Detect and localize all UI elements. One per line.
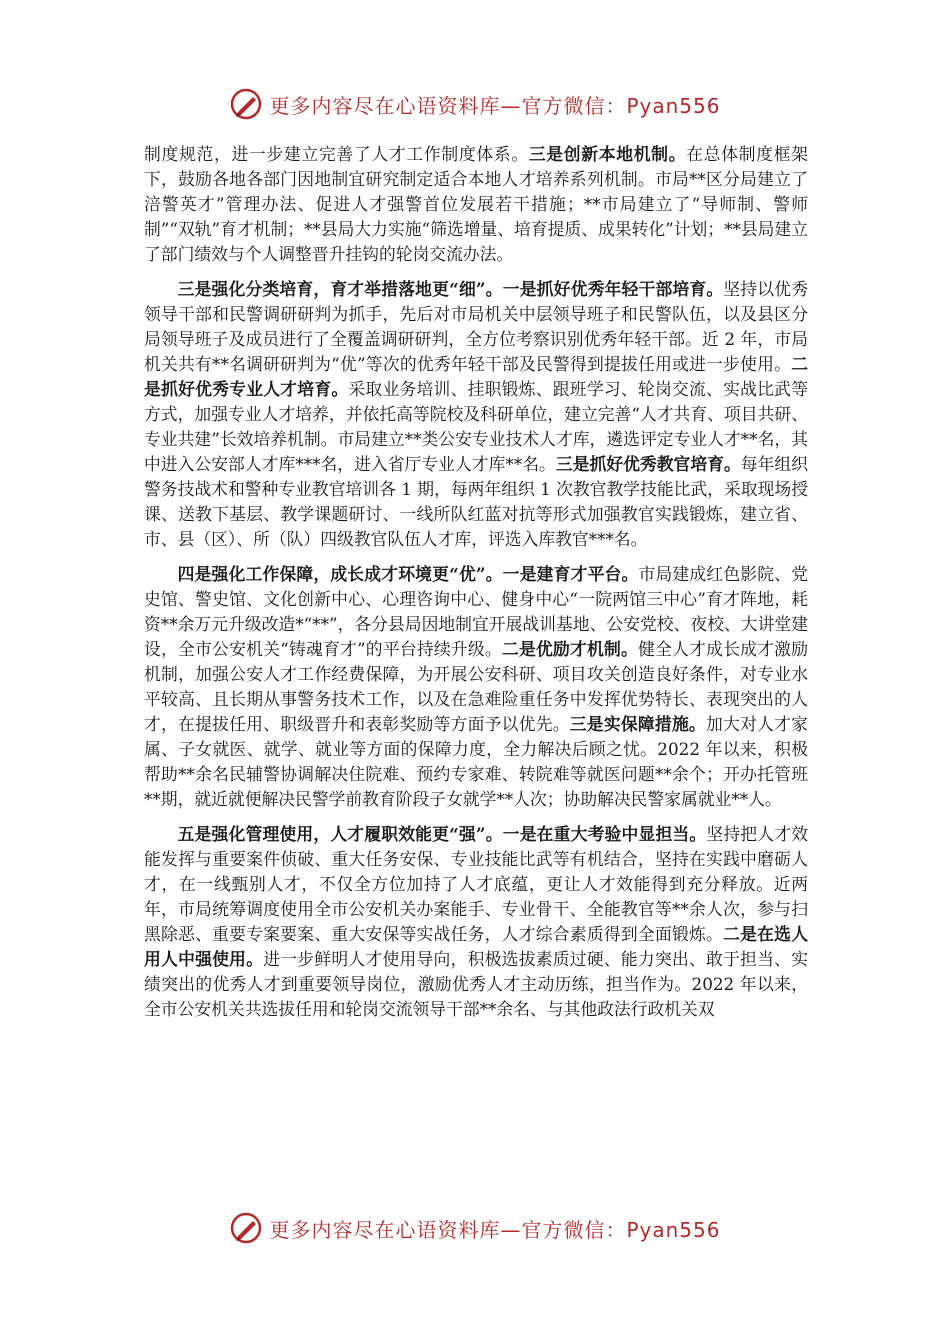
paragraph-2: 三是强化分类培育，育才举措落地更“细”。一是抓好优秀年轻干部培育。坚持以优秀领导干部和民警调研研判为抓手，先后对市局机关中层领导班子和民警队伍，以及县区分局领导班子及成员进行了全覆盖调研研判，全方位考察识别优秀年轻干部。近 2 年，市局机关共有**名调研研判为“优”等次的优秀年轻干部及民警得到提拔任用或进一步使用。二是抓好优秀专业人才培育。采取业务培训、挂职锻炼、跟班学习、轮岗交流、实战比武等方式，加强专业人才培养，并依托高等院校及科研单位，建立完善“人才共育、项目共研、专业共建”长效培养机制。市局建立**类公安专业技术人才库，遴选评定专业人才**名，其中进入公安部人才库***名，进入省厅专业人才库**名。三是抓好优秀教官培育。每年组织警务技战术和警种专业教官培训各 1 期，每两年组织 1 次教官教学技能比武，采取现场授课、送教下基层、教学课题研讨、一线所队红蓝对抗等形式加强教官实践锻炼，建立省、市、县（区）、所（队）四级教官队伍人才库，评选入库教官***名。: [144, 279, 808, 549]
header-banner: [0, 84, 950, 124]
paragraph-4: 五是强化管理使用，人才履职效能更“强”。一是在重大考验中显担当。坚持把人才效能发挥与重要案件侦破、重大任务安保、专业技能比武等有机结合，坚持在实践中磨砺人才，在一线甄别人才，不仅全方位加持了人才底蕴，更让人才效能得到充分释放。近两年，市局统筹调度使用全市公安机关办案能手、专业骨干、全能教官等**余人次，参与扫黑除恶、重要专案要案、重大安保等实战任务，人才综合素质得到全面锻炼。二是在选人用人中强使用。进一步鲜明人才使用导向，积极选拔素质过硬、能力突出、敢于担当、实绩突出的优秀人才到重要领导岗位，激励优秀人才主动历练，担当作为。2022 年以来，全市公安机关共选拔任用和轮岗交流领导干部**余名、与其他政法行政机关双: [144, 824, 808, 1019]
paragraph-3: 四是强化工作保障，成长成才环境更“优”。一是建育才平台。市局建成红色影院、党史馆、警史馆、文化创新中心、心理咨询中心、健身中心“一院两馆三中心”育才阵地，耗资**余万元升级改造*“**”，各分县局因地制宜开展战训基地、公安党校、夜校、大讲堂建设，全市公安机关“铸魂育才”的平台持续升级。二是优励才机制。健全人才成长成才激励机制，加强公安人才工作经费保障，为开展公安科研、项目攻关创造良好条件，对专业水平较高、且长期从事警务技术工作，以及在急难险重任务中发挥优势特长、表现突出的人才，在提拔任用、职级晋升和表彰奖励等方面予以优先。三是实保障措施。加大对人才家属、子女就医、就学、就业等方面的保障力度，全力解决后顾之忧。2022 年以来，积极帮助**余名民辅警协调解决住院难、预约专家难、转院难等就医问题**余个；开办托管班**期，就近就便解决民警学前教育阶段子女就学**人次；协助解决民警家属就业**人。: [144, 564, 808, 809]
footer-banner: [0, 1208, 950, 1248]
footer-banner-text: 更多内容尽在心语资料库—官方微信：Pyan556: [269, 1217, 721, 1242]
pen-logo-icon: [229, 1211, 263, 1245]
paragraph-1: 制度规范，进一步建立完善了人才工作制度体系。三是创新本地机制。在总体制度框架下，鼓励各地各部门因地制宜研究制定适合本地人才培养系列机制。市局**区分局建立了涪警英才”管理办法、促进人才强警首位发展若干措施；**市局建立了“导师制、警师制”“双轨”育才机制；**县局大力实施“筛选增量、培育提质、成果转化”计划；**县局建立了部门绩效与个人调整晋升挂钩的轮岗交流办法。: [144, 144, 808, 264]
pen-logo-icon: [229, 87, 263, 121]
header-banner-text: 更多内容尽在心语资料库—官方微信：Pyan556: [269, 93, 721, 118]
document-body: [144, 142, 808, 1022]
